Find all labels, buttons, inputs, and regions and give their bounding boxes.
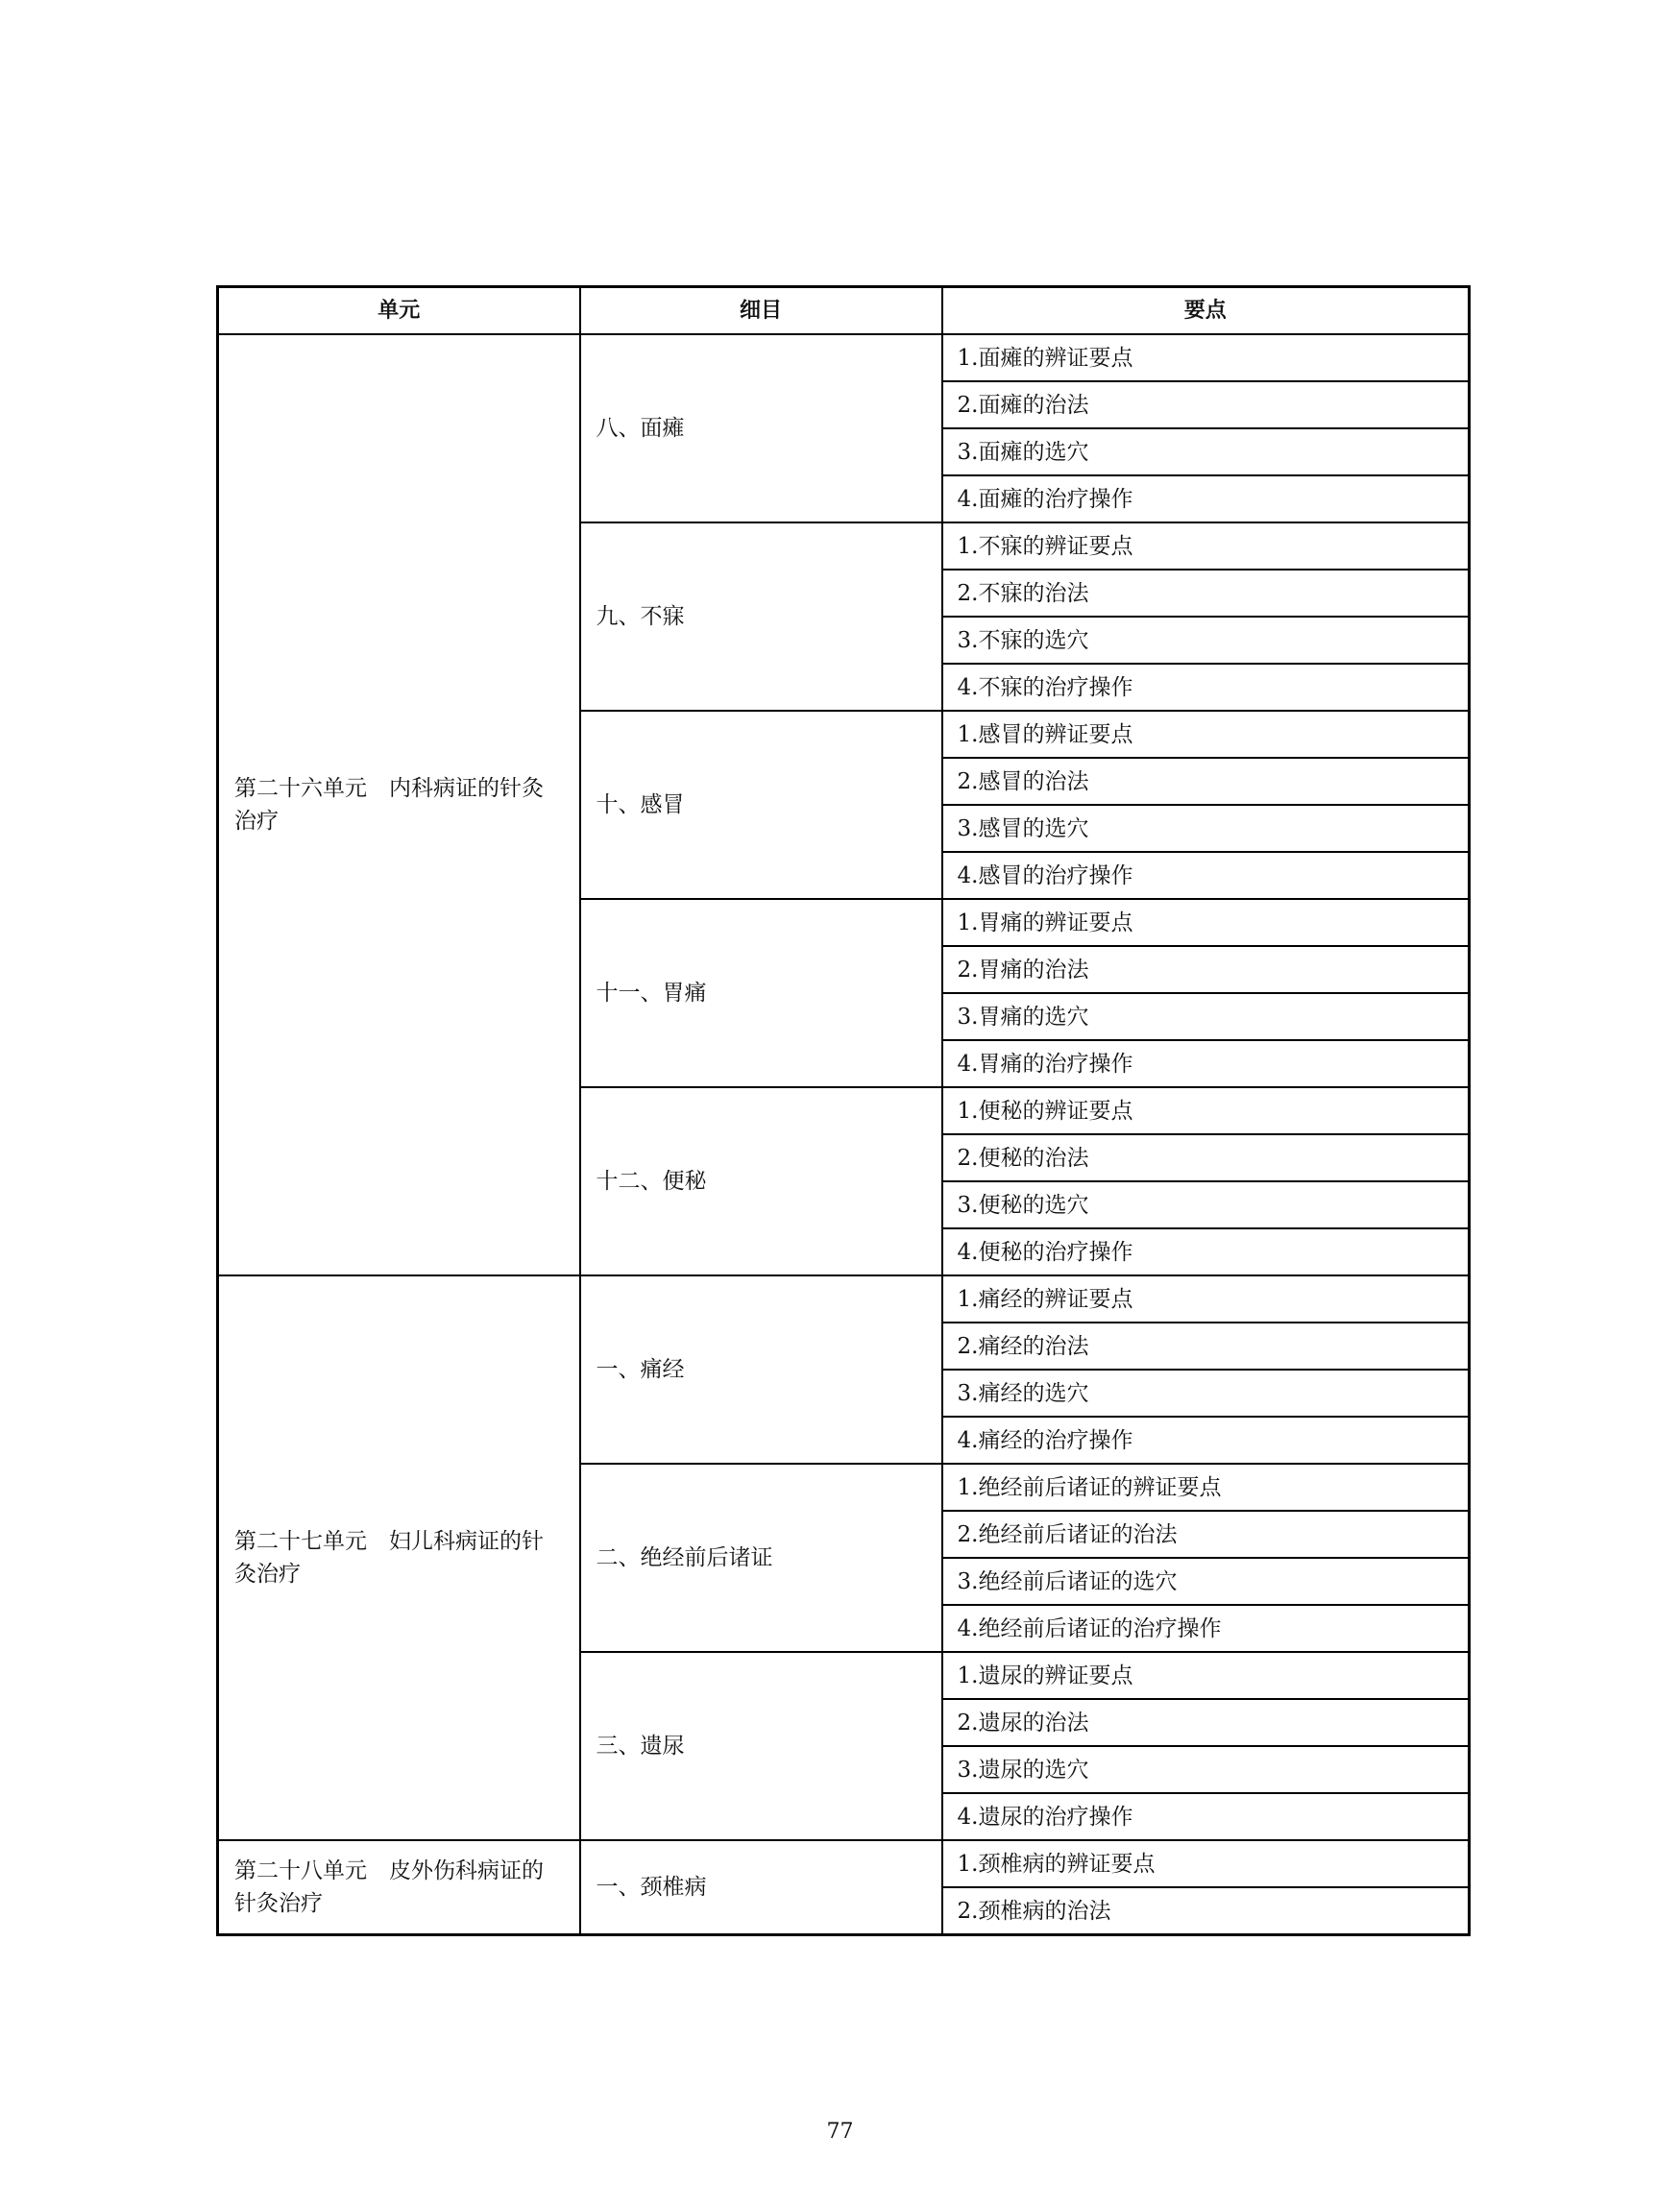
item-cell: 十一、胃痛 — [580, 899, 942, 1087]
point-cell: 4.感冒的治疗操作 — [942, 852, 1470, 899]
unit-cell: 第二十八单元 皮外伤科病证的针灸治疗 — [218, 1840, 580, 1935]
point-cell: 3.遗尿的选穴 — [942, 1746, 1470, 1793]
point-cell: 1.痛经的辨证要点 — [942, 1275, 1470, 1323]
point-cell: 2.痛经的治法 — [942, 1323, 1470, 1370]
point-cell: 3.绝经前后诸证的选穴 — [942, 1558, 1470, 1605]
header-point: 要点 — [942, 287, 1470, 335]
point-cell: 4.面瘫的治疗操作 — [942, 475, 1470, 522]
header-item: 细目 — [580, 287, 942, 335]
point-cell: 4.胃痛的治疗操作 — [942, 1040, 1470, 1087]
point-cell: 4.绝经前后诸证的治疗操作 — [942, 1605, 1470, 1652]
item-cell: 一、颈椎病 — [580, 1840, 942, 1935]
item-cell: 二、绝经前后诸证 — [580, 1464, 942, 1652]
item-cell: 十、感冒 — [580, 711, 942, 899]
point-cell: 4.痛经的治疗操作 — [942, 1417, 1470, 1464]
point-cell: 3.痛经的选穴 — [942, 1370, 1470, 1417]
point-cell: 3.便秘的选穴 — [942, 1181, 1470, 1228]
point-cell: 3.感冒的选穴 — [942, 805, 1470, 852]
point-cell: 1.胃痛的辨证要点 — [942, 899, 1470, 946]
point-cell: 1.面瘫的辨证要点 — [942, 334, 1470, 381]
point-cell: 2.颈椎病的治法 — [942, 1887, 1470, 1935]
point-cell: 1.遗尿的辨证要点 — [942, 1652, 1470, 1699]
unit-cell: 第二十六单元 内科病证的针灸治疗 — [218, 334, 580, 1275]
item-cell: 八、面瘫 — [580, 334, 942, 522]
point-cell: 4.便秘的治疗操作 — [942, 1228, 1470, 1275]
point-cell: 2.绝经前后诸证的治法 — [942, 1511, 1470, 1558]
table-body — [218, 334, 1470, 1935]
point-cell: 3.不寐的选穴 — [942, 617, 1470, 664]
syllabus-table — [216, 285, 1471, 1936]
point-cell: 3.胃痛的选穴 — [942, 993, 1470, 1040]
item-cell: 九、不寐 — [580, 522, 942, 711]
header-row — [218, 287, 1470, 335]
header-unit: 单元 — [218, 287, 580, 335]
point-cell: 2.不寐的治法 — [942, 570, 1470, 617]
point-cell: 4.遗尿的治疗操作 — [942, 1793, 1470, 1840]
table-row — [218, 334, 1470, 381]
point-cell: 1.不寐的辨证要点 — [942, 522, 1470, 570]
item-cell: 一、痛经 — [580, 1275, 942, 1464]
point-cell: 1.颈椎病的辨证要点 — [942, 1840, 1470, 1887]
unit-cell: 第二十七单元 妇儿科病证的针灸治疗 — [218, 1275, 580, 1840]
table-row — [218, 1275, 1470, 1323]
item-cell: 十二、便秘 — [580, 1087, 942, 1275]
point-cell: 1.便秘的辨证要点 — [942, 1087, 1470, 1134]
item-cell: 三、遗尿 — [580, 1652, 942, 1840]
point-cell: 2.便秘的治法 — [942, 1134, 1470, 1181]
table-row — [218, 1840, 1470, 1887]
point-cell: 2.胃痛的治法 — [942, 946, 1470, 993]
point-cell: 4.不寐的治疗操作 — [942, 664, 1470, 711]
point-cell: 1.绝经前后诸证的辨证要点 — [942, 1464, 1470, 1511]
point-cell: 2.面瘫的治法 — [942, 381, 1470, 428]
point-cell: 2.感冒的治法 — [942, 758, 1470, 805]
point-cell: 2.遗尿的治法 — [942, 1699, 1470, 1746]
page-number: 77 — [826, 2120, 854, 2144]
point-cell: 1.感冒的辨证要点 — [942, 711, 1470, 758]
point-cell: 3.面瘫的选穴 — [942, 428, 1470, 475]
